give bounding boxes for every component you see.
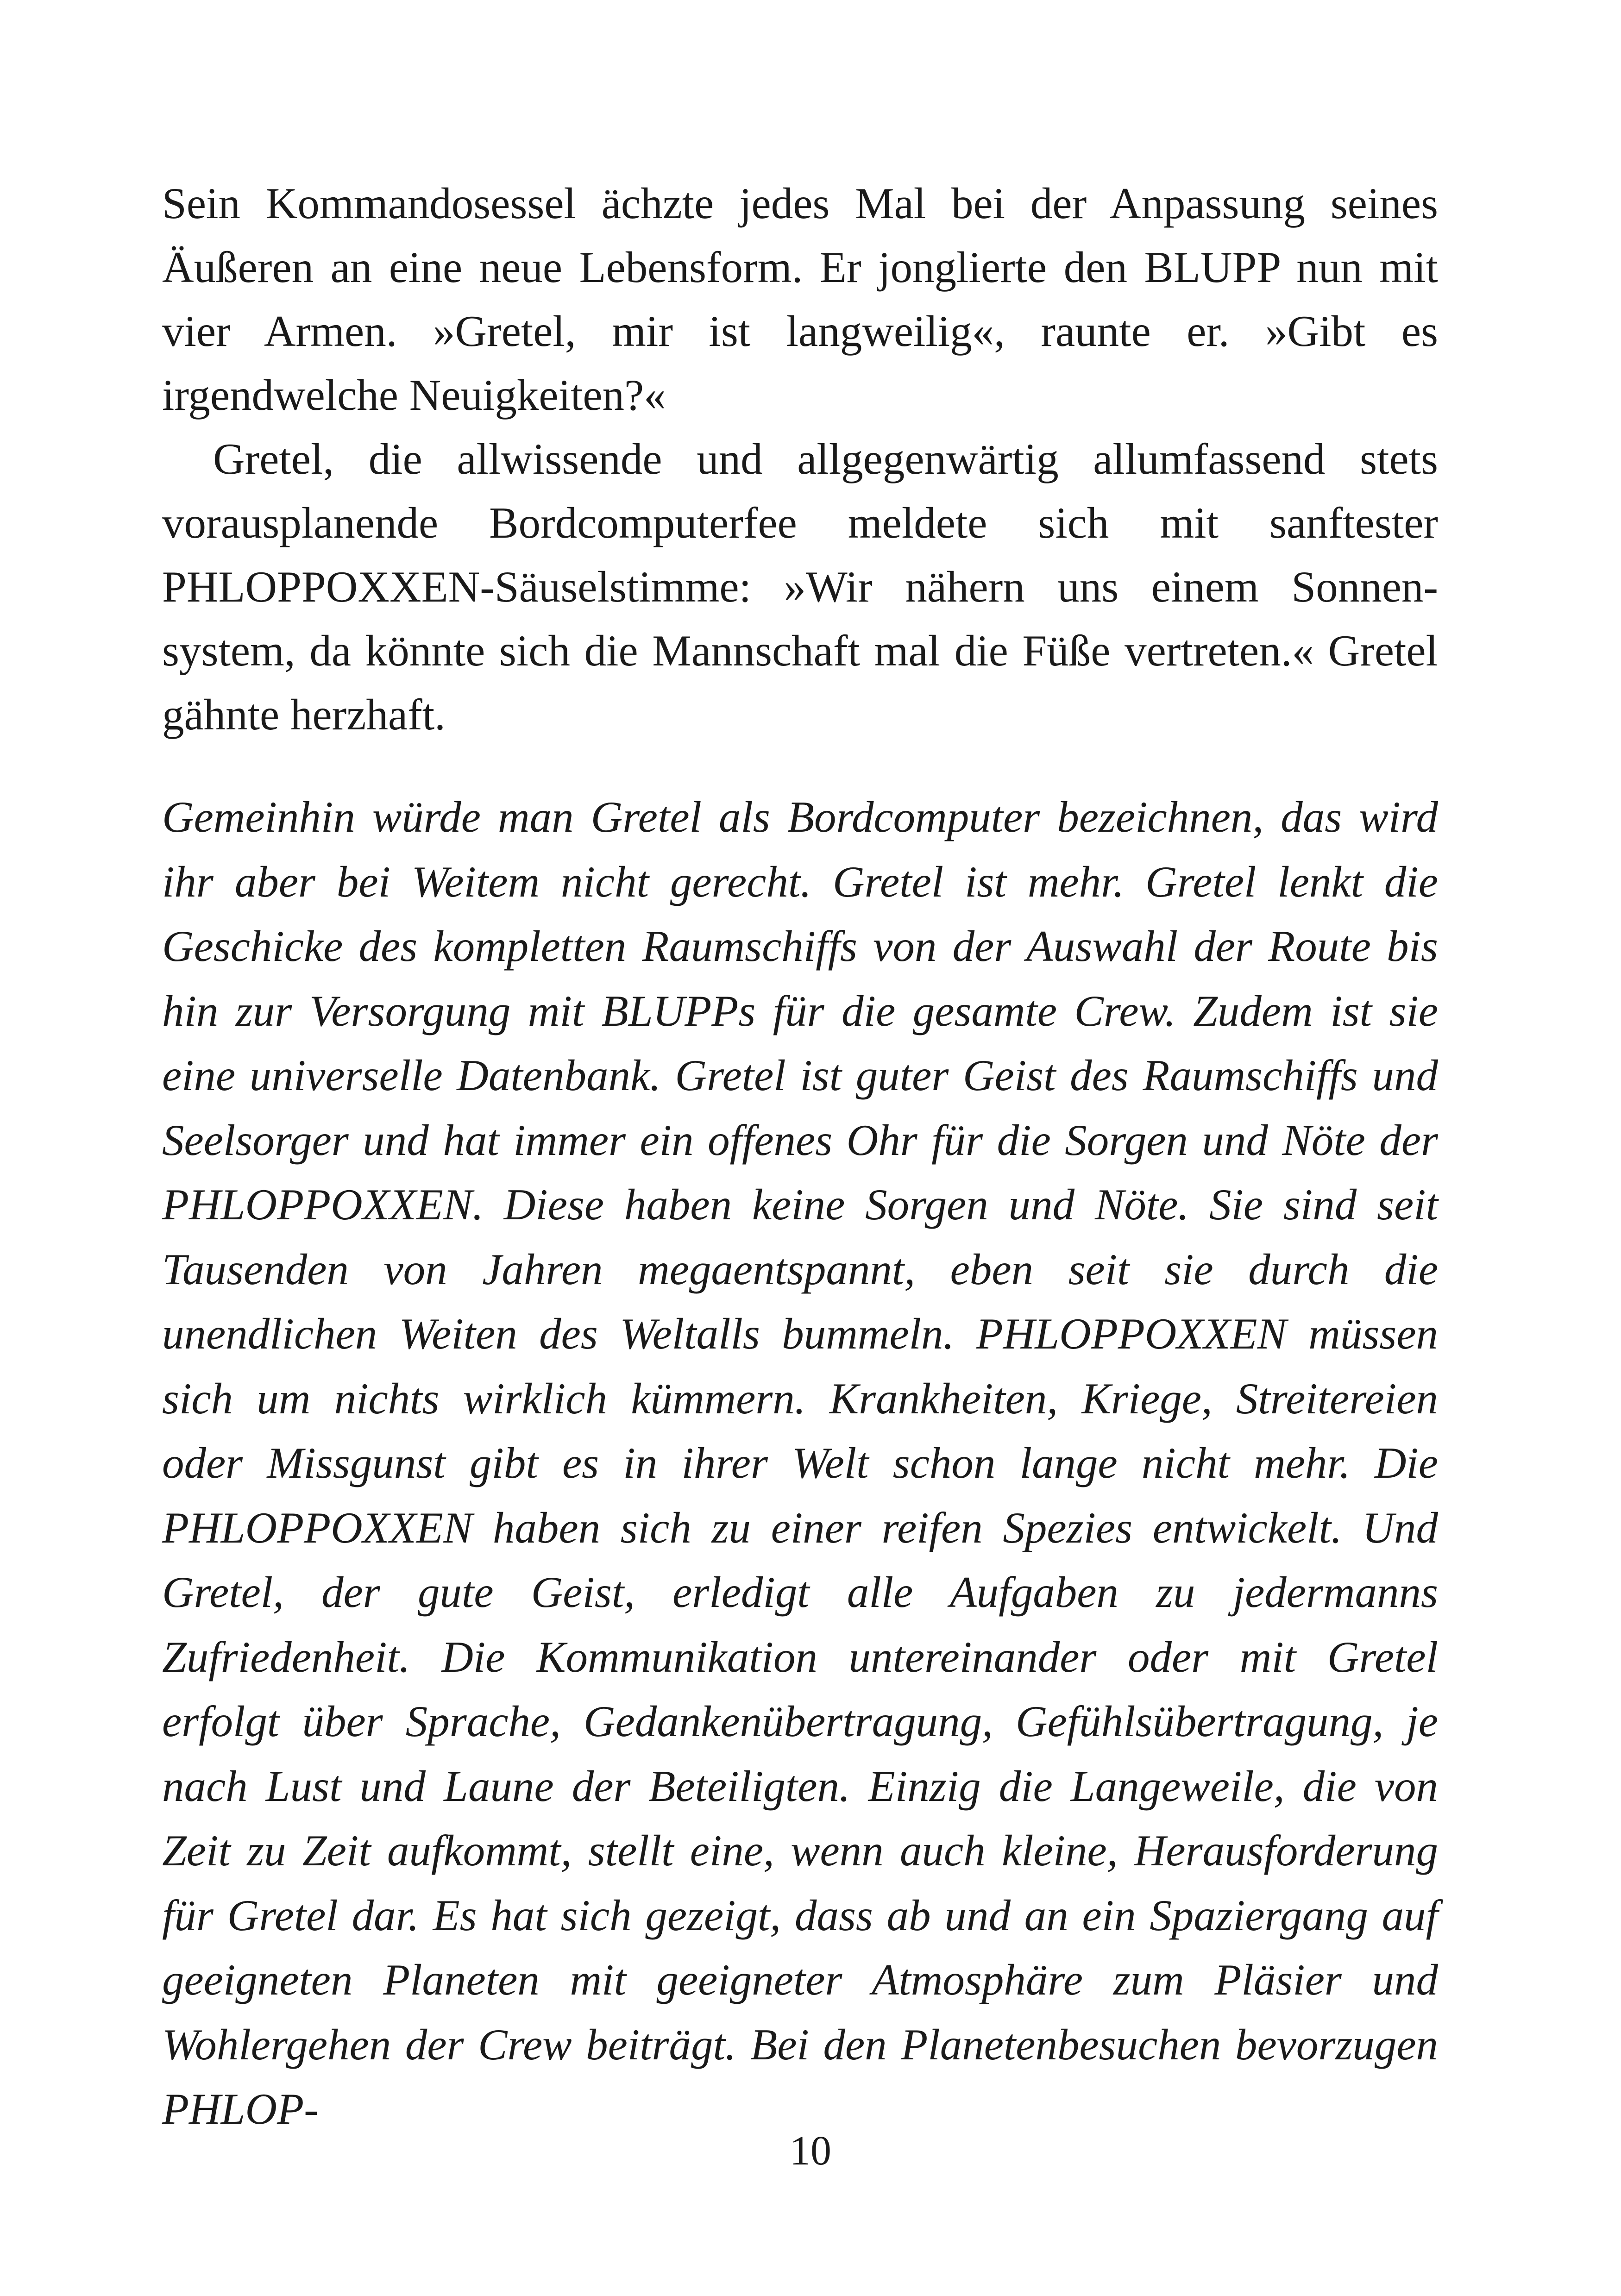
narrative-text [162,171,1438,747]
paragraph-kommandosessel: Sein Kommandosessel ächzte jedes Mal bei der Anpassung seines Äußeren an eine neue Lebensform. Er jonglierte den BLUPP nun mit vier Armen. »Gretel, mir ist langweilig«, raunte er. »Gibt es irgendwelche Neuigkeiten?« [162,179,1438,420]
italic-aside [162,785,1438,2142]
paragraph-gretel-beschreibung: Gemeinhin würde man Gretel als Bordcomputer bezeichnen, das wird ihr aber bei Weitem nicht gerecht. Gretel ist mehr. Gretel lenkt die Geschicke des kompletten Raumschiffs von der Auswahl der Route bis hin zur Versorgung mit BLUPPs für die gesamte Crew. Zudem ist sie eine universelle Datenbank. Gretel ist guter Geist des Raumschiffs und Seelsorger und hat immer ein offenes Ohr für die Sorgen und Nöte der PHLOPPOXXEN. Diese haben keine Sorgen und Nöte. Sie sind seit Tausenden von Jahren megaentspannt, eben seit sie durch die unendlichen Weiten des Weltalls bummeln. PHLOPPOXXEN müssen sich um nichts wirklich kümmern. Krankheiten, Kriege, Streitereien oder Missgunst gibt es in ihrer Welt schon lange nicht mehr. Die PHLOPPOXXEN haben sich zu einer reifen Spezies entwickelt. Und Gretel, der gute Geist, erledigt alle Aufgaben zu jedermanns Zufriedenheit. Die Kommunikation untereinander oder mit Gretel erfolgt über Sprache, Gedankenübertragung, Gefühlsübertragung, je nach Lust und Laune der Beteiligten. Einzig die Langeweile, die von Zeit zu Zeit aufkommt, stellt eine, wenn auch kleine, Herausforderung für Gretel dar. Es hat sich gezeigt, dass ab und an ein Spaziergang auf geeigneten Planeten mit geeigneter Atmosphäre zum Pläsier und Wohlergehen der Crew beiträgt. Bei den Planetenbesuchen bevorzugen PHLOP- [162,792,1438,2133]
paragraph-gretel-meldung: Gretel, die allwissende und allgegenwärtig allumfassend stets vorausplanende Bordcomputerfee meldete sich mit sanftester PHLOPPOXXEN-Säuselstimme: »Wir nähern uns einem Sonnensystem, da könnte sich die Mannschaft mal die Füße vertreten.« Gretel gähnte herzhaft. [162,434,1438,739]
page-number: 10 [790,2128,831,2174]
